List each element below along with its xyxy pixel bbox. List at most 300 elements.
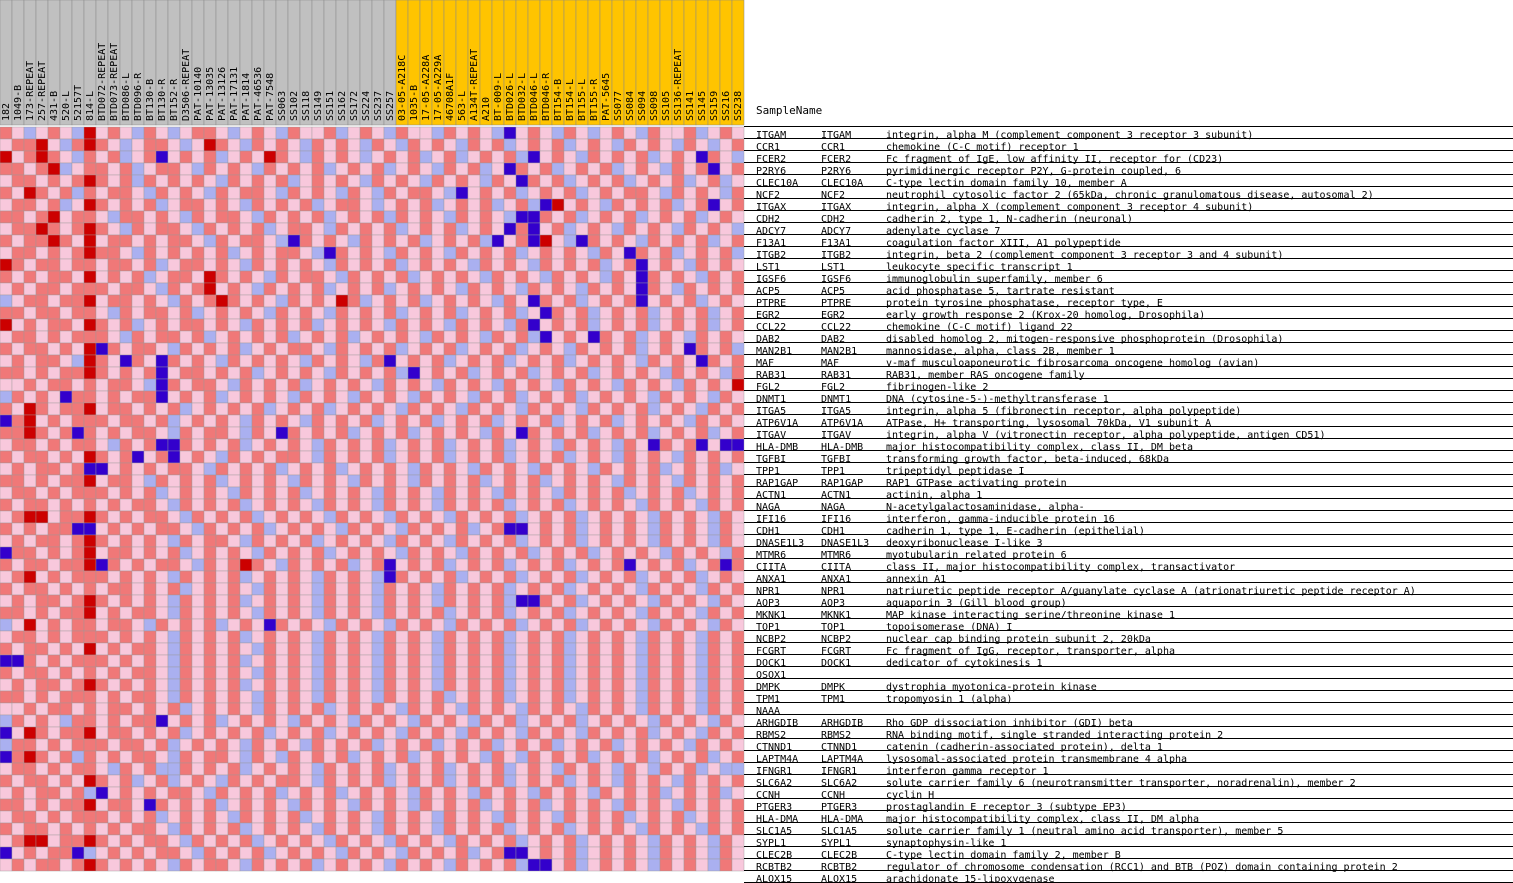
heatmap-cell: [720, 739, 732, 751]
heatmap-cell: [396, 355, 408, 367]
heatmap-cell: [120, 667, 132, 679]
heatmap-cell: [492, 643, 504, 655]
heatmap-cell: [360, 175, 372, 187]
heatmap-cell: [732, 799, 744, 811]
row-description: regulator of chromosome condensation (RCC1) and BTB (POZ) domain containing protein 2: [886, 862, 1398, 873]
heatmap-cell: [288, 823, 300, 835]
heatmap-cell: [336, 259, 348, 271]
heatmap-cell: [180, 247, 192, 259]
heatmap-cell: [300, 379, 312, 391]
heatmap-cell: [552, 799, 564, 811]
heatmap-cell: [528, 139, 540, 151]
heatmap-cell: [432, 415, 444, 427]
heatmap-cell: [276, 223, 288, 235]
heatmap-cell: [72, 751, 84, 763]
heatmap-cell: [612, 799, 624, 811]
heatmap-cell: [264, 835, 276, 847]
heatmap-cell: [336, 691, 348, 703]
heatmap-cell: [312, 367, 324, 379]
heatmap-cell: [600, 355, 612, 367]
heatmap-cell: [552, 727, 564, 739]
heatmap-cell: [552, 367, 564, 379]
heatmap-cell: [48, 487, 60, 499]
heatmap-cell: [228, 283, 240, 295]
heatmap-cell: [108, 391, 120, 403]
heatmap-cell: [624, 631, 636, 643]
heatmap-cell: [156, 715, 168, 727]
heatmap-cell: [216, 247, 228, 259]
heatmap-cell: [264, 655, 276, 667]
heatmap-cell: [288, 667, 300, 679]
heatmap-cell: [384, 775, 396, 787]
heatmap-cell: [72, 271, 84, 283]
heatmap-cell: [588, 547, 600, 559]
heatmap-cell: [624, 463, 636, 475]
heatmap-cell: [36, 583, 48, 595]
heatmap-cell: [612, 691, 624, 703]
heatmap-cell: [480, 715, 492, 727]
heatmap-cell: [384, 463, 396, 475]
heatmap-cell: [108, 787, 120, 799]
heatmap-cell: [696, 271, 708, 283]
heatmap-cell: [552, 583, 564, 595]
heatmap-cell: [348, 691, 360, 703]
heatmap-cell: [120, 475, 132, 487]
heatmap-cell: [564, 211, 576, 223]
row-description: tripeptidyl peptidase I: [886, 466, 1025, 477]
heatmap-cell: [228, 415, 240, 427]
heatmap-cell: [252, 403, 264, 415]
heatmap-cell: [156, 295, 168, 307]
heatmap-cell: [228, 679, 240, 691]
heatmap-cell: [300, 223, 312, 235]
row-gene: TPP1: [821, 466, 846, 477]
heatmap-cell: [228, 151, 240, 163]
heatmap-cell: [684, 559, 696, 571]
heatmap-cell: [84, 235, 96, 247]
heatmap-cell: [144, 787, 156, 799]
heatmap-cell: [444, 403, 456, 415]
heatmap-cell: [276, 187, 288, 199]
heatmap-cell: [60, 787, 72, 799]
heatmap-cell: [252, 391, 264, 403]
heatmap-cell: [708, 763, 720, 775]
heatmap-cell: [564, 199, 576, 211]
heatmap-cell: [144, 187, 156, 199]
heatmap-cell: [276, 127, 288, 139]
heatmap-cell: [408, 367, 420, 379]
heatmap-cell: [468, 703, 480, 715]
heatmap-cell: [672, 571, 684, 583]
heatmap-cell: [468, 643, 480, 655]
heatmap-cell: [132, 595, 144, 607]
heatmap-cell: [492, 703, 504, 715]
heatmap-cell: [720, 499, 732, 511]
heatmap-cell: [396, 367, 408, 379]
heatmap-cell: [276, 799, 288, 811]
heatmap-cell: [120, 571, 132, 583]
heatmap-cell: [588, 427, 600, 439]
heatmap-cell: [204, 667, 216, 679]
heatmap-cell: [132, 619, 144, 631]
row-gene: RAP1GAP: [821, 478, 864, 489]
heatmap-cell: [276, 235, 288, 247]
heatmap-cell: [732, 415, 744, 427]
heatmap-cell: [180, 463, 192, 475]
heatmap-cell: [252, 247, 264, 259]
heatmap-cell: [504, 595, 516, 607]
heatmap-cell: [144, 715, 156, 727]
heatmap-cell: [444, 295, 456, 307]
heatmap-cell: [444, 823, 456, 835]
heatmap-cell: [540, 751, 552, 763]
heatmap-cell: [300, 271, 312, 283]
heatmap-cell: [528, 223, 540, 235]
heatmap-cell: [516, 751, 528, 763]
heatmap-cell: [216, 427, 228, 439]
heatmap-cell: [24, 331, 36, 343]
heatmap-cell: [492, 139, 504, 151]
heatmap-cell: [696, 391, 708, 403]
heatmap-cell: [336, 199, 348, 211]
heatmap-cell: [384, 163, 396, 175]
heatmap-cell: [360, 187, 372, 199]
heatmap-cell: [276, 607, 288, 619]
heatmap-cell: [156, 859, 168, 871]
heatmap-cell: [684, 259, 696, 271]
heatmap-cell: [672, 643, 684, 655]
heatmap-cell: [144, 511, 156, 523]
heatmap-cell: [372, 379, 384, 391]
heatmap-cell: [504, 859, 516, 871]
heatmap-cell: [228, 499, 240, 511]
heatmap-cell: [276, 715, 288, 727]
heatmap-cell: [180, 559, 192, 571]
heatmap-cell: [672, 511, 684, 523]
heatmap-cell: [192, 151, 204, 163]
heatmap-cell: [528, 451, 540, 463]
heatmap-cell: [0, 343, 12, 355]
heatmap-cell: [624, 367, 636, 379]
heatmap-cell: [396, 319, 408, 331]
heatmap-cell: [564, 463, 576, 475]
heatmap-cell: [624, 679, 636, 691]
heatmap-cell: [396, 379, 408, 391]
heatmap-cell: [672, 823, 684, 835]
heatmap-cell: [108, 355, 120, 367]
heatmap-cell: [516, 547, 528, 559]
heatmap-cell: [12, 739, 24, 751]
heatmap-cell: [492, 535, 504, 547]
heatmap-cell: [360, 343, 372, 355]
heatmap-cell: [132, 319, 144, 331]
heatmap-cell: [180, 583, 192, 595]
heatmap-cell: [336, 319, 348, 331]
heatmap-cell: [276, 499, 288, 511]
heatmap-cell: [504, 547, 516, 559]
heatmap-cell: [708, 811, 720, 823]
heatmap-cell: [456, 739, 468, 751]
heatmap-cell: [480, 655, 492, 667]
heatmap-cell: [156, 763, 168, 775]
heatmap-cell: [612, 607, 624, 619]
heatmap-cell: [240, 751, 252, 763]
heatmap-cell: [732, 811, 744, 823]
heatmap-cell: [720, 595, 732, 607]
heatmap-cell: [324, 415, 336, 427]
heatmap-cell: [264, 175, 276, 187]
heatmap-cell: [432, 475, 444, 487]
heatmap-cell: [576, 379, 588, 391]
heatmap-cell: [276, 583, 288, 595]
heatmap-cell: [540, 655, 552, 667]
column-label: SS094: [637, 90, 648, 121]
heatmap-cell: [228, 703, 240, 715]
heatmap-cell: [120, 127, 132, 139]
heatmap-cell: [168, 235, 180, 247]
heatmap-cell: [156, 211, 168, 223]
heatmap-cell: [408, 835, 420, 847]
heatmap-cell: [552, 679, 564, 691]
heatmap-cell: [672, 739, 684, 751]
heatmap-cell: [708, 835, 720, 847]
heatmap-cell: [204, 343, 216, 355]
heatmap-cell: [384, 499, 396, 511]
heatmap-cell: [96, 307, 108, 319]
heatmap-cell: [408, 163, 420, 175]
heatmap-cell: [204, 727, 216, 739]
heatmap-cell: [36, 775, 48, 787]
heatmap-cell: [372, 247, 384, 259]
heatmap-cell: [696, 583, 708, 595]
heatmap-cell: [408, 799, 420, 811]
heatmap-cell: [96, 223, 108, 235]
heatmap-cell: [120, 547, 132, 559]
heatmap-cell: [648, 187, 660, 199]
heatmap-cell: [360, 559, 372, 571]
heatmap-cell: [432, 583, 444, 595]
heatmap-cell: [168, 247, 180, 259]
heatmap-cell: [144, 643, 156, 655]
row-symbol: ITGAX: [756, 202, 787, 213]
heatmap-cell: [48, 655, 60, 667]
heatmap-cell: [540, 571, 552, 583]
heatmap-cell: [240, 391, 252, 403]
heatmap-cell: [456, 283, 468, 295]
heatmap-cell: [336, 283, 348, 295]
heatmap-cell: [288, 727, 300, 739]
heatmap-cell: [420, 307, 432, 319]
heatmap-cell: [180, 199, 192, 211]
heatmap-cell: [12, 451, 24, 463]
heatmap-cell: [444, 187, 456, 199]
heatmap-cell: [48, 403, 60, 415]
heatmap-cell: [504, 655, 516, 667]
heatmap-cell: [120, 715, 132, 727]
heatmap-cell: [444, 667, 456, 679]
heatmap-cell: [720, 439, 732, 451]
heatmap-cell: [588, 535, 600, 547]
heatmap-cell: [576, 439, 588, 451]
heatmap-cell: [240, 367, 252, 379]
heatmap-cell: [456, 799, 468, 811]
heatmap-cell: [408, 523, 420, 535]
heatmap-cell: [216, 331, 228, 343]
heatmap-cell: [684, 391, 696, 403]
column-label: SS084: [625, 90, 636, 121]
heatmap-cell: [108, 619, 120, 631]
heatmap-cell: [456, 619, 468, 631]
heatmap-cell: [372, 427, 384, 439]
row-description: mannosidase, alpha, class 2B, member 1: [886, 346, 1115, 357]
heatmap-cell: [444, 307, 456, 319]
heatmap-cell: [720, 643, 732, 655]
heatmap-cell: [468, 271, 480, 283]
heatmap-cell: [528, 235, 540, 247]
heatmap-cell: [156, 235, 168, 247]
heatmap-cell: [240, 379, 252, 391]
heatmap-cell: [732, 631, 744, 643]
heatmap-cell: [60, 775, 72, 787]
heatmap-cell: [240, 355, 252, 367]
heatmap-cell: [24, 703, 36, 715]
heatmap-cell: [180, 739, 192, 751]
heatmap-cell: [600, 691, 612, 703]
heatmap-cell: [648, 727, 660, 739]
row-symbol: DOCK1: [756, 658, 787, 669]
heatmap-cell: [0, 835, 12, 847]
heatmap-cell: [84, 811, 96, 823]
heatmap-cell: [672, 295, 684, 307]
heatmap-cell: [384, 355, 396, 367]
heatmap-cell: [492, 451, 504, 463]
heatmap-cell: [660, 127, 672, 139]
heatmap-cell: [372, 523, 384, 535]
heatmap-cell: [360, 691, 372, 703]
heatmap-cell: [240, 775, 252, 787]
heatmap-cell: [468, 139, 480, 151]
heatmap-cell: [84, 487, 96, 499]
heatmap-cell: [84, 559, 96, 571]
heatmap-cell: [396, 307, 408, 319]
heatmap-cell: [300, 763, 312, 775]
heatmap-cell: [216, 283, 228, 295]
heatmap-cell: [204, 847, 216, 859]
heatmap-cell: [660, 727, 672, 739]
heatmap-cell: [12, 655, 24, 667]
heatmap-cell: [444, 835, 456, 847]
heatmap-cell: [264, 451, 276, 463]
heatmap-cell: [660, 343, 672, 355]
heatmap-cell: [276, 691, 288, 703]
column-label: SS145: [697, 90, 708, 121]
heatmap-cell: [672, 175, 684, 187]
heatmap-cell: [84, 379, 96, 391]
heatmap-cell: [588, 691, 600, 703]
heatmap-cell: [492, 367, 504, 379]
heatmap-cell: [108, 595, 120, 607]
heatmap-cell: [372, 787, 384, 799]
column-label: SS149: [313, 90, 324, 121]
heatmap-cell: [492, 763, 504, 775]
heatmap-cell: [132, 859, 144, 871]
heatmap-cell: [216, 271, 228, 283]
row-gene: DAB2: [821, 334, 846, 345]
heatmap-cell: [384, 547, 396, 559]
heatmap-cell: [540, 739, 552, 751]
heatmap-cell: [492, 295, 504, 307]
heatmap-cell: [96, 187, 108, 199]
heatmap-cell: [312, 427, 324, 439]
heatmap-cell: [480, 523, 492, 535]
heatmap-cell: [576, 259, 588, 271]
heatmap-cell: [84, 511, 96, 523]
heatmap-cell: [264, 847, 276, 859]
heatmap-cell: [480, 163, 492, 175]
heatmap-cell: [684, 151, 696, 163]
heatmap-cell: [672, 763, 684, 775]
heatmap-cell: [360, 451, 372, 463]
heatmap-cell: [540, 259, 552, 271]
row-gene: ANXA1: [821, 574, 852, 585]
heatmap-cell: [576, 403, 588, 415]
heatmap-cell: [252, 547, 264, 559]
heatmap-cell: [540, 595, 552, 607]
heatmap-cell: [660, 535, 672, 547]
heatmap-cell: [204, 655, 216, 667]
heatmap-cell: [180, 151, 192, 163]
heatmap-cell: [408, 415, 420, 427]
heatmap-cell: [96, 643, 108, 655]
heatmap-cell: [240, 487, 252, 499]
heatmap-cell: [216, 595, 228, 607]
heatmap-cell: [24, 799, 36, 811]
heatmap-cell: [24, 199, 36, 211]
heatmap-cell: [504, 631, 516, 643]
heatmap-cell: [96, 775, 108, 787]
heatmap-cell: [708, 523, 720, 535]
heatmap-cell: [192, 463, 204, 475]
heatmap-cell: [24, 859, 36, 871]
heatmap-cell: [0, 655, 12, 667]
heatmap-cell: [684, 139, 696, 151]
row-gene: IGSF6: [821, 274, 852, 285]
heatmap-cell: [276, 427, 288, 439]
heatmap-cell: [276, 343, 288, 355]
heatmap-cell: [228, 391, 240, 403]
heatmap-cell: [444, 655, 456, 667]
heatmap-cell: [516, 655, 528, 667]
heatmap-cell: [336, 607, 348, 619]
heatmap-cell: [180, 331, 192, 343]
heatmap-cell: [180, 835, 192, 847]
heatmap-cell: [660, 283, 672, 295]
heatmap-cell: [516, 583, 528, 595]
heatmap-cell: [204, 223, 216, 235]
heatmap-cell: [36, 631, 48, 643]
heatmap-cell: [408, 235, 420, 247]
heatmap-cell: [732, 439, 744, 451]
heatmap-cell: [420, 703, 432, 715]
heatmap-cell: [708, 487, 720, 499]
heatmap-cell: [132, 259, 144, 271]
heatmap-cell: [144, 259, 156, 271]
heatmap-cell: [0, 295, 12, 307]
heatmap-cell: [360, 523, 372, 535]
heatmap-cell: [96, 343, 108, 355]
heatmap-cell: [708, 799, 720, 811]
heatmap-cell: [576, 151, 588, 163]
